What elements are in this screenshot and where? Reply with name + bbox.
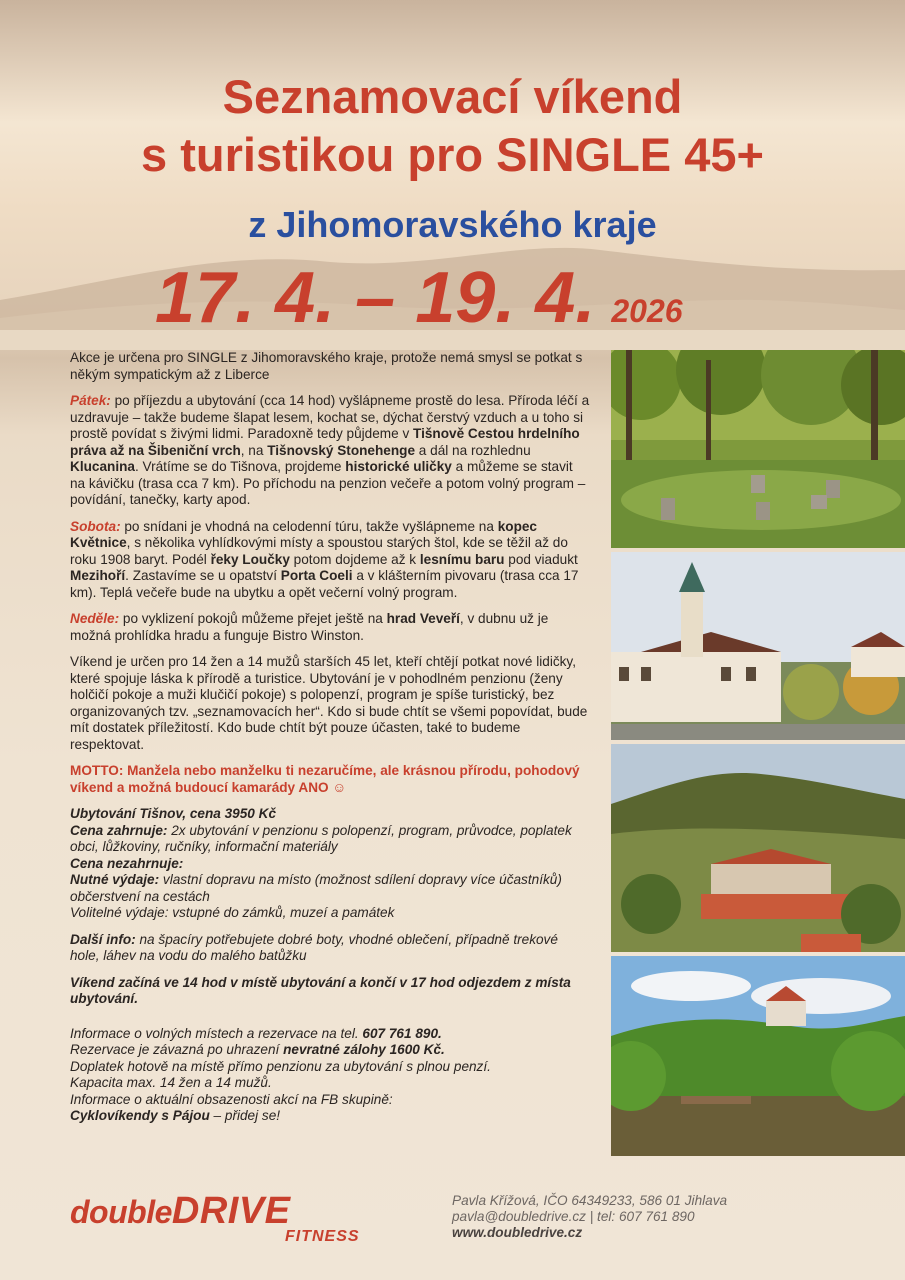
footer-email-phone[interactable]: pavla@doubledrive.cz | tel: 607 761 890 <box>452 1209 695 1224</box>
saturday-text: . Zastavíme se u opatství <box>125 568 281 583</box>
saturday-label: Sobota: <box>70 518 121 534</box>
friday-highlight: historické uličky <box>345 459 452 474</box>
logo-word-drive: DRIVE <box>171 1190 291 1232</box>
pricing-block <box>70 806 590 922</box>
friday-text: , na <box>240 442 268 458</box>
info-paragraph <box>70 932 590 965</box>
refreshments-text: občerstvení na cestách <box>70 888 210 904</box>
date-range: 17. 4. – 19. 4. <box>155 258 596 338</box>
fb-group-name: Cyklovíkendy s Pájou <box>70 1108 210 1123</box>
footer-contact <box>452 1193 727 1241</box>
sunday-paragraph <box>70 611 590 644</box>
photo-town-hall <box>611 552 905 740</box>
saturday-highlight: lesnímu baru <box>419 551 505 567</box>
capacity-line: Kapacita max. 14 žen a 14 mužů. <box>70 1075 272 1090</box>
info-label: Další info: <box>70 931 136 947</box>
motto: MOTTO: Manžela nebo manželku ti nezaručíme, ale krásnou přírodu, pohodový víkend a možná budoucí kamarády ANO ☺ <box>70 763 580 795</box>
saturday-highlight: Mezihoří <box>70 568 126 583</box>
friday-text: po příjezdu a ubytování (cca 14 hod) vyšlápneme prostě do lesa. Příroda léčí a uzdravuje – takže budeme šlapat lesem, kochat se, dýchat čerstvý vzduch a u toho si prostě povídat s živými lidmi. Paradoxně tedy půjdeme v <box>70 393 590 441</box>
saturday-text: po snídani je vhodná na celodenní túru, takže vyšlápneme na <box>120 518 498 534</box>
friday-highlight: Tišnově Cestou hrdelního práva až na Šibeniční vrch <box>70 426 580 458</box>
friday-highlight: Tišnovský Stonehenge <box>267 442 416 458</box>
main-text <box>70 350 590 1135</box>
header-banner <box>0 0 905 350</box>
saturday-paragraph <box>70 519 590 602</box>
logo-word-double: double <box>70 1194 172 1230</box>
event-dates <box>155 258 683 338</box>
start-end-paragraph <box>70 975 590 1008</box>
contact-line: Informace o aktuální obsazenosti akcí na FB skupině: <box>70 1091 393 1107</box>
includes-text: 2x ubytování v penzionu s polopenzí, program, průvodce, poplatek obci, lůžkoviny, ručníky, informační materiály <box>70 822 572 854</box>
contact-line: Doplatek hotově na místě přímo penzionu za ubytování s plnou penzí. <box>70 1058 491 1074</box>
photo-stonehenge <box>611 350 905 548</box>
contact-line: Rezervace je závazná po uhrazení <box>70 1042 284 1057</box>
optional-text: Volitelné výdaje: vstupné do zámků, muzeí a památek <box>70 905 395 920</box>
accommodation-price: Ubytování Tišnov, cena 3950 Kč <box>70 806 277 821</box>
saturday-highlight: řeky Loučky <box>210 551 290 567</box>
sunday-text: po vyklizení pokojů můžeme přejet ještě na <box>119 611 387 626</box>
saturday-highlight: Porta Coeli <box>280 568 353 583</box>
page-subtitle: z Jihomoravského kraje <box>248 204 657 245</box>
saturday-text: pod viadukt <box>504 551 578 567</box>
contact-phone: 607 761 890. <box>362 1025 442 1041</box>
intro-paragraph: Akce je určena pro SINGLE z Jihomoravského kraje, protože nemá smysl se potkat s někým sympatickým až z Liberce <box>70 350 583 382</box>
saturday-text: , s několika vyhlídkovými místy a spoustou starých štol, kde se těžil až do roku 1908 baryt. Podél <box>70 535 568 567</box>
photo-castle-veveri <box>611 956 905 1156</box>
friday-label: Pátek: <box>70 393 111 408</box>
saturday-text: potom dojdeme až k <box>289 551 420 567</box>
weekend-paragraph: Víkend je určen pro 14 žen a 14 mužů starších 45 let, kteří chtějí potkat nové lidičky, které spojuje láska k přírodě a turistice. Ubytování je v pohodlném penzionu (ženy holčičí pokoje a muži klučičí pokoje) s polopenzí, program je spíše turistický, bez organizovaných tzv. „seznamovacích her“. Kdo si bude chtít se všemi popovídat, bude mít dostatek příležitostí. Kdo bude chtít být pouze účasten, také to budeme respektovat. <box>70 654 588 752</box>
doubledrive-logo <box>70 1190 360 1245</box>
photo-aerial-town <box>611 744 905 952</box>
event-year: 2026 <box>611 293 683 329</box>
start-end-text: Víkend začíná ve 14 hod v místě ubytování a končí v 17 hod odjezdem z místa ubytování. <box>70 974 571 1006</box>
saturday-text: a v klášterním pivovaru (trasa cca 17 km). Teplá večeře bude na ubytku a opět večerní volný program. <box>70 568 579 600</box>
info-text: na špacíry potřebujete dobré boty, vhodné oblečení, případně trekové hole, láhev na vodu do malého batůžku <box>70 931 558 963</box>
deposit-amount: nevratné zálohy 1600 Kč. <box>283 1042 445 1057</box>
sunday-highlight: hrad Veveří <box>386 611 460 626</box>
required-text: vlastní dopravu na místo (možnost sdílení dopravy více účastníků) <box>159 872 562 887</box>
page-title-line2: s turistikou pro SINGLE 45+ <box>141 128 764 181</box>
footer-website-link[interactable]: www.doubledrive.cz <box>452 1225 583 1240</box>
logo-word-fitness: FITNESS <box>285 1228 360 1245</box>
contact-line: – přidej se! <box>209 1108 281 1123</box>
sunday-text: , v dubnu už je možná prohlídka hradu a funguje Bistro Winston. <box>70 611 549 643</box>
footer-name: Pavla Křížová, IČO 64349233, 586 01 Jihlava <box>452 1193 728 1208</box>
excludes-label: Cena nezahrnuje: <box>70 855 184 871</box>
includes-label: Cena zahrnuje: <box>70 822 168 838</box>
friday-paragraph <box>70 393 590 509</box>
saturday-highlight: kopec Květnice <box>70 518 537 550</box>
contact-line: Informace o volných místech a rezervace na tel. <box>70 1025 363 1041</box>
sunday-label: Neděle: <box>70 611 120 626</box>
friday-text: a můžeme se stavit na kávičku (trasa cca 7 km). Po příchodu na penzion večeře a potom volný program – povídání, tanečky, karty apod. <box>70 459 586 507</box>
photo-column <box>611 350 905 1160</box>
contact-block <box>70 1026 590 1125</box>
required-label: Nutné výdaje: <box>70 872 160 887</box>
page-title-line1: Seznamovací víkend <box>222 70 683 123</box>
friday-highlight: Klucanina <box>70 459 135 474</box>
friday-text: . Vrátíme se do Tišnova, projdeme <box>134 459 346 474</box>
friday-text: a dál na rozhlednu <box>415 442 531 458</box>
